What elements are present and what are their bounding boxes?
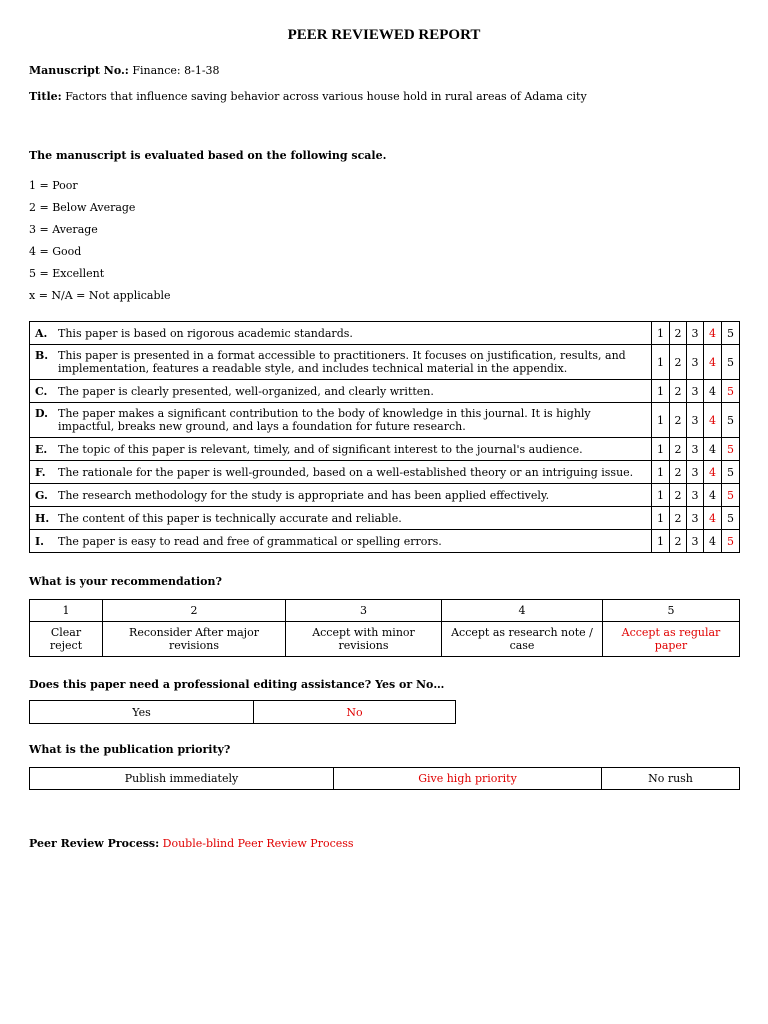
- scale-heading: The manuscript is evaluated based on the following scale.: [29, 149, 387, 162]
- rating-cell: 4: [704, 530, 722, 553]
- manuscript-number: [29, 64, 220, 77]
- criteria-row: [30, 530, 740, 553]
- rating-cell: 1: [652, 461, 670, 484]
- criteria-row: [30, 507, 740, 530]
- criteria-question: [30, 345, 652, 380]
- criteria-letter: I.: [35, 534, 44, 548]
- rating-cell: 3: [687, 484, 704, 507]
- criteria-text: The content of this paper is technically accurate and reliable.: [58, 511, 402, 525]
- rating-cell: 1: [652, 484, 670, 507]
- criteria-question: [30, 380, 652, 403]
- criteria-row: [30, 484, 740, 507]
- paper-title-value: Factors that influence saving behavior across various house hold in rural areas of Adama city: [65, 90, 587, 103]
- criteria-text: The topic of this paper is relevant, timely, and of significant interest to the journal's audience.: [58, 442, 583, 456]
- recommendation-option: Clear reject: [30, 622, 103, 657]
- page-title: PEER REVIEWED REPORT: [287, 27, 481, 43]
- scale-item: 2 = Below Average: [29, 201, 136, 214]
- criteria-letter: G.: [35, 488, 48, 502]
- criteria-text: The paper is easy to read and free of grammatical or spelling errors.: [58, 534, 442, 548]
- rating-cell: 2: [670, 438, 687, 461]
- criteria-question: [30, 438, 652, 461]
- editing-table: [29, 700, 456, 724]
- rating-cell: 2: [670, 461, 687, 484]
- manuscript-value: Finance: 8-1-38: [132, 64, 220, 77]
- criteria-text: The rationale for the paper is well-grounded, based on a well-established theory or an intriguing issue.: [58, 465, 634, 479]
- rating-cell: 1: [652, 380, 670, 403]
- recommendation-number: 1: [30, 600, 103, 622]
- scale-item: 4 = Good: [29, 245, 82, 258]
- criteria-text: This paper is presented in a format accessible to practitioners. It focuses on justification, results, and implementation, features a readable style, and includes technical material in the appendix.: [58, 349, 626, 375]
- rating-cell: 5: [722, 380, 740, 403]
- rating-cell: 5: [722, 438, 740, 461]
- recommendation-number: 3: [286, 600, 442, 622]
- rating-cell: 3: [687, 507, 704, 530]
- criteria-row: [30, 461, 740, 484]
- rating-cell: 2: [670, 484, 687, 507]
- rating-cell: 5: [722, 461, 740, 484]
- recommendation-table: [29, 599, 740, 657]
- rating-cell: 4: [704, 484, 722, 507]
- editing-heading: Does this paper need a professional editing assistance? Yes or No…: [29, 678, 445, 691]
- rating-cell: 4: [704, 507, 722, 530]
- recommendation-option: Reconsider After major revisions: [103, 622, 286, 657]
- criteria-text: The research methodology for the study is appropriate and has been applied effectively.: [58, 488, 550, 502]
- rating-cell: 2: [670, 507, 687, 530]
- rating-cell: 3: [687, 530, 704, 553]
- rating-cell: 2: [670, 530, 687, 553]
- rating-cell: 4: [704, 403, 722, 438]
- rating-cell: 1: [652, 322, 670, 345]
- scale-item: 5 = Excellent: [29, 267, 105, 280]
- criteria-question: [30, 403, 652, 438]
- rating-cell: 2: [670, 345, 687, 380]
- criteria-question: [30, 484, 652, 507]
- rating-cell: 2: [670, 380, 687, 403]
- scale-item: 3 = Average: [29, 223, 98, 236]
- rating-cell: 4: [704, 380, 722, 403]
- criteria-row: [30, 403, 740, 438]
- editing-option-no: No: [254, 701, 456, 724]
- manuscript-label: Manuscript No.:: [29, 64, 129, 77]
- recommendation-number: 5: [603, 600, 740, 622]
- criteria-row: [30, 438, 740, 461]
- paper-title: [29, 90, 587, 103]
- criteria-question: [30, 507, 652, 530]
- recommendation-option-row: [30, 622, 740, 657]
- rating-cell: 3: [687, 345, 704, 380]
- rating-cell: 3: [687, 380, 704, 403]
- editing-option-yes: Yes: [30, 701, 254, 724]
- rating-cell: 4: [704, 438, 722, 461]
- rating-cell: 3: [687, 438, 704, 461]
- criteria-letter: H.: [35, 511, 50, 525]
- criteria-row: [30, 322, 740, 345]
- rating-cell: 5: [722, 345, 740, 380]
- criteria-question: [30, 530, 652, 553]
- scale-item: 1 = Poor: [29, 179, 78, 192]
- rating-cell: 4: [704, 322, 722, 345]
- recommendation-option: Accept with minor revisions: [286, 622, 442, 657]
- recommendation-option: Accept as regular paper: [603, 622, 740, 657]
- criteria-text: The paper is clearly presented, well-organized, and clearly written.: [58, 384, 434, 398]
- rating-cell: 5: [722, 507, 740, 530]
- criteria-letter: F.: [35, 465, 46, 479]
- rating-cell: 3: [687, 403, 704, 438]
- rating-cell: 5: [722, 530, 740, 553]
- recommendation-number: 2: [103, 600, 286, 622]
- priority-option: Give high priority: [334, 768, 602, 790]
- rating-cell: 1: [652, 345, 670, 380]
- criteria-table: [29, 321, 740, 553]
- review-process: [29, 837, 354, 850]
- rating-cell: 5: [722, 403, 740, 438]
- rating-cell: 1: [652, 530, 670, 553]
- criteria-text: The paper makes a significant contribution to the body of knowledge in this journal. It is highly impactful, breaks new ground, and lays a foundation for future research.: [58, 407, 591, 433]
- paper-title-label: Title:: [29, 90, 62, 103]
- rating-cell: 4: [704, 461, 722, 484]
- criteria-row: [30, 345, 740, 380]
- rating-cell: 5: [722, 322, 740, 345]
- priority-table: [29, 767, 740, 790]
- criteria-letter: C.: [35, 384, 48, 398]
- rating-cell: 1: [652, 403, 670, 438]
- criteria-question: [30, 461, 652, 484]
- criteria-letter: A.: [35, 326, 48, 340]
- criteria-letter: E.: [35, 442, 48, 456]
- criteria-letter: B.: [35, 349, 49, 362]
- criteria-letter: D.: [35, 407, 48, 420]
- rating-cell: 2: [670, 403, 687, 438]
- rating-cell: 2: [670, 322, 687, 345]
- priority-option: No rush: [602, 768, 740, 790]
- recommendation-heading: What is your recommendation?: [29, 575, 222, 588]
- scale-item: x = N/A = Not applicable: [29, 289, 171, 302]
- recommendation-number-row: [30, 600, 740, 622]
- review-process-value: Double-blind Peer Review Process: [162, 837, 354, 850]
- rating-cell: 4: [704, 345, 722, 380]
- priority-option: Publish immediately: [30, 768, 334, 790]
- criteria-row: [30, 380, 740, 403]
- recommendation-option: Accept as research note / case: [442, 622, 603, 657]
- rating-cell: 3: [687, 322, 704, 345]
- criteria-text: This paper is based on rigorous academic standards.: [58, 326, 353, 340]
- review-process-label: Peer Review Process:: [29, 837, 160, 850]
- rating-cell: 1: [652, 438, 670, 461]
- criteria-question: [30, 322, 652, 345]
- rating-cell: 3: [687, 461, 704, 484]
- recommendation-number: 4: [442, 600, 603, 622]
- rating-cell: 5: [722, 484, 740, 507]
- priority-heading: What is the publication priority?: [29, 743, 231, 756]
- rating-cell: 1: [652, 507, 670, 530]
